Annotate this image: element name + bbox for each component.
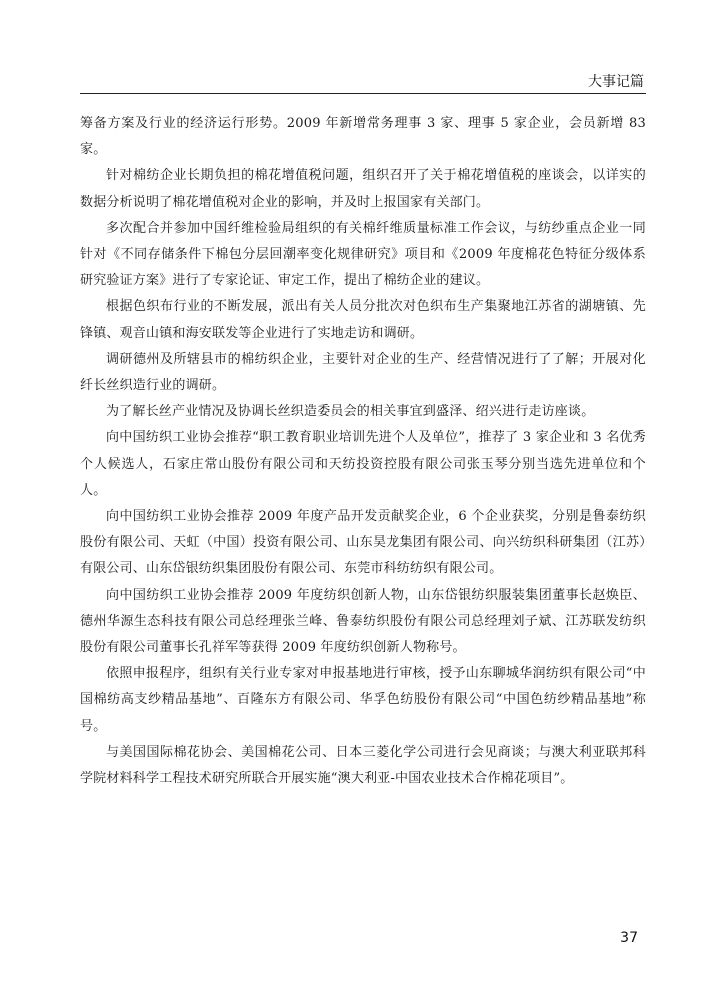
paragraph: 与美国国际棉花协会、美国棉花公司、日本三菱化学公司进行会见商谈；与澳大利亚联邦科学院材料科学工程技术研究所联合开展实施“澳大利亚-中国农业技术合作棉花项目”。 (80, 744, 646, 787)
paragraph: 向中国纺织工业协会推荐 2009 年度产品开发贡献奖企业，6 个企业获奖，分别是鲁泰纺织股份有限公司、天虹（中国）投资有限公司、山东昊龙集团有限公司、向兴纺织科研集团（江苏）有限公司、山东岱银纺织集团股份有限公司、东莞市科纺纺织有限公司。 (80, 509, 646, 577)
paragraph: 针对棉纺企业长期负担的棉花增值税问题，组织召开了关于棉花增值税的座谈会，以详实的数据分析说明了棉花增值税对企业的影响，并及时上报国家有关部门。 (80, 168, 646, 210)
paragraph: 为了解长丝产业情况及协调长丝织造委员会的相关事宜到盛泽、绍兴进行走访座谈。 (106, 404, 595, 420)
paragraph: 调研德州及所辖县市的棉纺织企业，主要针对企业的生产、经营情况进行了了解；开展对化纤长丝织造行业的调研。 (80, 351, 646, 394)
body-text (80, 111, 646, 792)
paragraph: 多次配合并参加中国纤维检验局组织的有关棉纤维质量标准工作会议，与纺纱重点企业一同针对《不同存储条件下棉包分层回潮率变化规律研究》项目和《2009 年度棉花色特征分级体系研究验证方案》进行了专家论证、审定工作，提出了棉纺企业的建议。 (80, 220, 646, 289)
paragraph: 向中国纺织工业协会推荐“职工教育职业培训先进个人及单位”，推荐了 3 家企业和 3 名优秀个人候选人，石家庄常山股份有限公司和天纺投资控股有限公司张玉琴分别当选先进单位和个人。 (80, 430, 646, 498)
running-header (80, 72, 646, 94)
header-rule (80, 93, 646, 94)
paragraph: 根据色织布行业的不断发展，派出有关人员分批次对色织布生产集聚地江苏省的湖塘镇、先锋镇、观音山镇和海安联发等企业进行了实地走访和调研。 (80, 299, 646, 341)
paragraph: 依照申报程序，组织有关行业专家对申报基地进行审核，授予山东聊城华润纺织有限公司“中国棉纺高支纱精品基地”、百隆东方有限公司、华孚色纺股份有限公司“中国色纺纱精品基地”称号。 (80, 666, 646, 734)
page-number: 37 (620, 930, 638, 946)
section-title: 大事记篇 (588, 74, 644, 90)
paragraph-continued: 筹备方案及行业的经济运行形势。2009 年新增常务理事 3 家、理事 5 家企业，会员新增 83 家。 (80, 116, 646, 158)
paragraph: 向中国纺织工业协会推荐 2009 年度纺织创新人物，山东岱银纺织服装集团董事长赵焕臣、德州华源生态科技有限公司总经理张兰峰、鲁泰纺织股份有限公司总经理刘子斌、江苏联发纺织股份有限公司董事长孔祥军等获得 2009 年度纺织创新人物称号。 (80, 587, 646, 656)
